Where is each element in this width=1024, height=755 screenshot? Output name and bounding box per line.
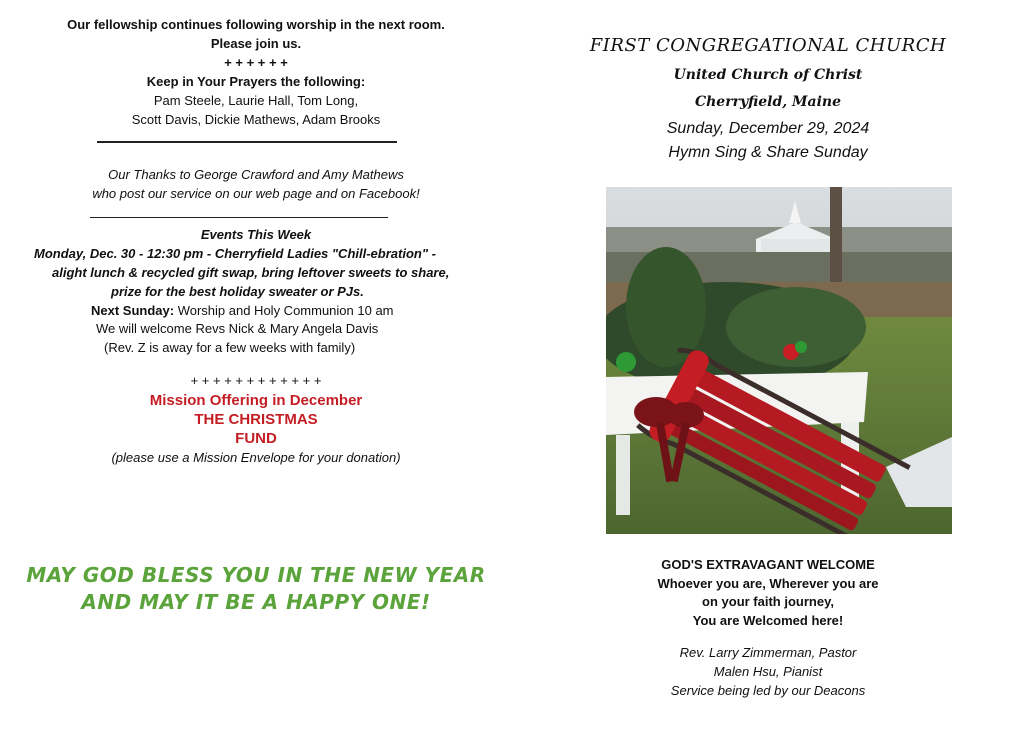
pastor-credit: Rev. Larry Zimmerman, Pastor — [679, 645, 857, 660]
thanks-line-2: who post our service on our web page and on Facebook! — [92, 186, 420, 201]
thanks-line-1: Our Thanks to George Crawford and Amy Mathews — [108, 167, 404, 182]
mission-heading: Mission Offering in December — [149, 392, 363, 409]
plus-separator-2: + + + + + + + + + + + + — [190, 373, 322, 388]
divider-1 — [97, 141, 397, 143]
prayers-names-2: Scott Davis, Dickie Mathews, Adam Brooks — [131, 112, 381, 127]
welcome-guests-line: We will welcome Revs Nick & Mary Angela Davis — [96, 321, 379, 336]
welcome-heading: GOD'S EXTRAVAGANT WELCOME — [661, 557, 875, 572]
prayers-names-1: Pam Steele, Laurie Hall, Tom Long, — [153, 93, 359, 108]
welcome-line-1: Whoever you are, Wherever you are — [657, 576, 879, 591]
away-line: (Rev. Z is away for a few weeks with family) — [104, 340, 356, 355]
fellowship-line-2: Please join us. — [210, 36, 302, 51]
blessing-line-2: AND MAY IT BE A HAPPY ONE! — [81, 590, 431, 614]
prayers-heading: Keep in Your Prayers the following: — [146, 74, 366, 89]
welcome-line-3: You are Welcomed here! — [692, 613, 844, 628]
next-sunday-text: Worship and Holy Communion 10 am — [177, 303, 394, 318]
mission-fund-name-2: FUND — [235, 430, 277, 447]
plus-separator-1: + + + + + + — [224, 55, 288, 70]
service-title: Hymn Sing & Share Sunday — [668, 144, 868, 161]
event-line-2: alight lunch & recycled gift swap, bring leftover sweets to share, — [52, 265, 450, 280]
divider-2 — [90, 217, 388, 218]
event-line-1: Monday, Dec. 30 - 12:30 pm - Cherryfield Ladies "Chill-ebration" - — [34, 246, 436, 261]
next-sunday-line — [91, 302, 394, 319]
sled-and-planter-photo — [606, 187, 952, 534]
pianist-credit: Malen Hsu, Pianist — [713, 664, 823, 679]
mission-fund-name: THE CHRISTMAS — [194, 411, 318, 428]
next-sunday-label: Next Sunday: — [91, 303, 175, 318]
event-line-3: prize for the best holiday sweater or PJs. — [111, 284, 364, 299]
deacons-credit: Service being led by our Deacons — [670, 683, 866, 698]
church-name: FIRST CONGREGATIONAL CHURCH — [589, 35, 947, 56]
blessing-line-1: MAY GOD BLESS YOU IN THE NEW YEAR — [26, 563, 486, 587]
location: Cherryfield, Maine — [694, 94, 842, 110]
fellowship-line-1: Our fellowship continues following worship in the next room. — [67, 17, 445, 32]
mission-note: (please use a Mission Envelope for your donation) — [111, 450, 401, 465]
welcome-line-2: on your faith journey, — [702, 594, 834, 609]
events-heading: Events This Week — [200, 227, 312, 242]
photo-illustration — [606, 187, 952, 534]
denomination: United Church of Christ — [673, 67, 863, 83]
bulletin-cover-panel — [512, 0, 1024, 755]
service-date: Sunday, December 29, 2024 — [666, 120, 870, 137]
